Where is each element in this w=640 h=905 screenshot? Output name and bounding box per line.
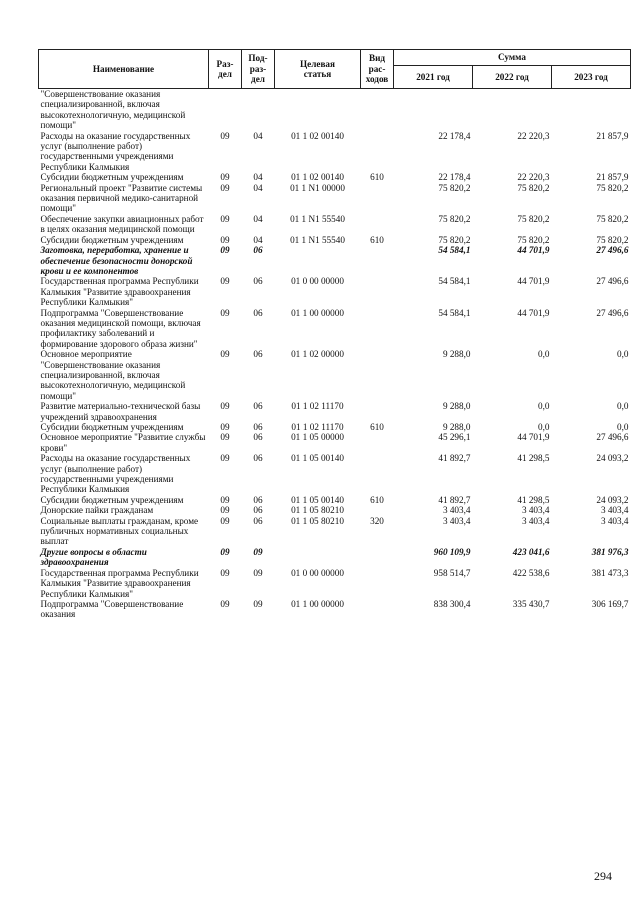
table-row — [39, 349, 631, 401]
row-celevaya-statya: 01 1 05 00000 — [291, 432, 344, 443]
row-name: Развитие материально-технической базы учреждений здравоохранения — [40, 401, 201, 422]
row-name: Основное мероприятие "Развитие службы крови" — [40, 432, 206, 453]
row-razdel — [209, 89, 242, 131]
row-celevaya-statya — [275, 547, 361, 568]
row-vid-rashodov — [361, 432, 394, 453]
row-podrazdel: 06 — [253, 276, 263, 287]
row-sum-2023: 27 496,6 — [596, 276, 629, 287]
row-podrazdel: 06 — [253, 307, 263, 318]
row-celevaya-statya: 01 1 02 00140 — [291, 172, 344, 183]
row-celevaya-statya — [275, 89, 361, 131]
row-celevaya-statya: 01 1 02 11170 — [291, 422, 344, 432]
row-name: Подпрограмма "Совершенствование оказания — [40, 598, 184, 620]
row-sum-2021: 22 178,4 — [438, 130, 471, 141]
row-sum-2022: 75 820,2 — [517, 234, 550, 245]
row-celevaya-statya: 01 1 N1 00000 — [290, 182, 345, 193]
row-sum-2021: 54 584,1 — [438, 245, 471, 256]
row-sum-2021: 22 178,4 — [438, 172, 471, 183]
row-sum-2022: 41 298,5 — [517, 494, 550, 505]
row-podrazdel: 04 — [253, 182, 263, 193]
table-row — [39, 568, 631, 599]
row-razdel: 09 — [220, 182, 230, 193]
col-header-2023: 2023 год — [552, 66, 631, 89]
row-sum-2022: 0,0 — [538, 349, 550, 360]
row-celevaya-statya: 01 1 02 00140 — [291, 130, 344, 141]
row-podrazdel: 09 — [253, 567, 263, 578]
row-razdel: 09 — [220, 172, 230, 183]
row-vid-rashodov — [361, 547, 394, 568]
table-row — [39, 183, 631, 214]
row-sum-2021: 958 514,7 — [433, 567, 471, 578]
row-podrazdel: 06 — [253, 349, 263, 360]
row-celevaya-statya: 01 0 00 00000 — [291, 276, 344, 287]
row-sum-2023 — [552, 89, 631, 131]
row-vid-rashodov — [361, 505, 394, 515]
row-name: Государственная программа Республики Калмыкия "Развитие здравоохранения Республики Калмыкия" — [40, 567, 199, 599]
row-vid-rashodov — [361, 89, 394, 131]
row-sum-2021: 75 820,2 — [438, 213, 471, 224]
table-row — [39, 89, 631, 131]
row-sum-2023: 75 820,2 — [596, 234, 629, 245]
col-header-2022: 2022 год — [473, 66, 552, 89]
row-podrazdel: 04 — [253, 130, 263, 141]
table-row — [39, 308, 631, 350]
row-sum-2021: 3 403,4 — [442, 515, 471, 526]
row-razdel: 09 — [220, 234, 230, 245]
row-celevaya-statya: 01 1 00 00000 — [291, 307, 344, 318]
row-podrazdel: 04 — [253, 172, 263, 183]
row-sum-2023: 3 403,4 — [600, 515, 629, 526]
row-sum-2021: 838 300,4 — [433, 598, 471, 609]
row-celevaya-statya: 01 1 05 80210 — [291, 505, 344, 516]
row-razdel: 09 — [220, 567, 230, 578]
row-razdel: 09 — [220, 432, 230, 443]
row-razdel: 09 — [220, 307, 230, 318]
col-header-celevaya-statya: Целевая статья — [275, 50, 361, 89]
row-razdel: 09 — [220, 494, 230, 505]
row-vid-rashodov — [361, 401, 394, 422]
row-podrazdel: 04 — [253, 213, 263, 224]
row-sum-2022: 22 220,3 — [517, 130, 550, 141]
row-sum-2022: 3 403,4 — [521, 505, 550, 516]
row-sum-2022: 75 820,2 — [517, 182, 550, 193]
row-vid-rashodov: 610 — [370, 172, 384, 183]
row-sum-2022: 335 430,7 — [512, 598, 550, 609]
row-podrazdel: 06 — [253, 245, 263, 256]
row-sum-2022: 0,0 — [538, 422, 550, 432]
row-sum-2023: 27 496,6 — [596, 432, 629, 443]
row-podrazdel: 04 — [253, 234, 263, 245]
row-sum-2021: 54 584,1 — [438, 276, 471, 287]
row-name: Расходы на оказание государственных услуг (выполнение работ) государственными учреждениями Республики Калмыкия — [40, 453, 191, 495]
row-sum-2022: 3 403,4 — [521, 515, 550, 526]
table-row — [39, 516, 631, 547]
row-sum-2023: 0,0 — [617, 401, 629, 412]
row-razdel: 09 — [220, 546, 230, 557]
row-sum-2023: 27 496,6 — [596, 245, 629, 256]
row-sum-2023: 21 857,9 — [596, 172, 629, 183]
row-razdel: 09 — [220, 598, 230, 609]
row-sum-2021: 3 403,4 — [442, 505, 471, 516]
row-podrazdel — [242, 89, 275, 131]
row-sum-2023: 381 976,3 — [591, 546, 629, 557]
row-vid-rashodov: 610 — [370, 494, 384, 505]
table-row — [39, 599, 631, 620]
row-celevaya-statya: 01 1 05 80210 — [291, 515, 344, 526]
row-vid-rashodov — [361, 308, 394, 350]
row-sum-2022: 41 298,5 — [517, 453, 550, 464]
row-sum-2021: 75 820,2 — [438, 182, 471, 193]
row-sum-2021: 960 109,9 — [433, 546, 471, 557]
row-name: Социальные выплаты гражданам, кроме публичных нормативных социальных выплат — [40, 515, 199, 547]
row-name: Донорские пайки гражданам — [40, 505, 154, 516]
row-sum-2021: 54 584,1 — [438, 307, 471, 318]
row-vid-rashodov: 320 — [370, 515, 384, 526]
row-sum-2022: 44 701,9 — [517, 276, 550, 287]
row-sum-2023: 381 473,3 — [591, 567, 629, 578]
row-sum-2023: 75 820,2 — [596, 213, 629, 224]
row-sum-2023: 24 093,2 — [596, 453, 629, 464]
table-header — [39, 50, 631, 89]
row-celevaya-statya: 01 1 05 00140 — [291, 453, 344, 464]
row-name: Субсидии бюджетным учреждениям — [40, 234, 184, 245]
row-celevaya-statya — [275, 245, 361, 276]
table-row — [39, 401, 631, 422]
row-razdel: 09 — [220, 401, 230, 412]
row-vid-rashodov — [361, 349, 394, 401]
table-row — [39, 422, 631, 432]
row-celevaya-statya: 01 1 00 00000 — [291, 598, 344, 609]
row-sum-2023: 3 403,4 — [600, 505, 629, 516]
row-sum-2023: 27 496,6 — [596, 307, 629, 318]
col-header-razdel: Раз- дел — [209, 50, 242, 89]
row-vid-rashodov — [361, 599, 394, 620]
row-razdel: 09 — [220, 505, 230, 516]
row-name: Заготовка, переработка, хранение и обеспечение безопасности донорской крови и ее компонентов — [40, 245, 193, 276]
row-vid-rashodov — [361, 214, 394, 235]
row-sum-2023: 21 857,9 — [596, 130, 629, 141]
row-razdel: 09 — [220, 130, 230, 141]
row-sum-2022: 422 538,6 — [512, 567, 550, 578]
budget-table — [38, 49, 631, 620]
row-podrazdel: 06 — [253, 494, 263, 505]
row-sum-2021: 9 288,0 — [442, 422, 471, 432]
row-razdel: 09 — [220, 515, 230, 526]
row-vid-rashodov: 610 — [370, 422, 384, 432]
row-razdel: 09 — [220, 245, 230, 256]
row-razdel: 09 — [220, 276, 230, 287]
row-celevaya-statya: 01 1 05 00140 — [291, 494, 344, 505]
row-razdel: 09 — [220, 349, 230, 360]
row-podrazdel: 09 — [253, 546, 263, 557]
row-sum-2023: 75 820,2 — [596, 182, 629, 193]
row-name: "Совершенствование оказания специализированной, включая высокотехнологичную, медицинской помощи" — [40, 89, 186, 131]
row-vid-rashodov — [361, 245, 394, 276]
row-podrazdel: 06 — [253, 453, 263, 464]
table-row — [39, 172, 631, 182]
table-row — [39, 131, 631, 173]
row-name: Обеспечение закупки авиационных работ в целях оказания медицинской помощи — [40, 213, 204, 235]
table-body — [39, 89, 631, 620]
row-sum-2022: 0,0 — [538, 401, 550, 412]
row-name: Субсидии бюджетным учреждениям — [40, 172, 184, 183]
row-name: Государственная программа Республики Калмыкия "Развитие здравоохранения Республики Калмыкия" — [40, 276, 199, 308]
table-row — [39, 214, 631, 235]
row-celevaya-statya: 01 1 02 11170 — [291, 401, 344, 412]
row-sum-2021: 45 296,1 — [438, 432, 471, 443]
row-podrazdel: 09 — [253, 598, 263, 609]
row-vid-rashodov — [361, 568, 394, 599]
row-sum-2021: 9 288,0 — [442, 401, 471, 412]
row-sum-2022: 44 701,9 — [517, 245, 550, 256]
table-row — [39, 432, 631, 453]
row-sum-2022: 22 220,3 — [517, 172, 550, 183]
page-number: 294 — [594, 869, 612, 883]
row-sum-2021 — [394, 89, 473, 131]
row-podrazdel: 06 — [253, 432, 263, 443]
row-razdel: 09 — [220, 453, 230, 464]
row-name: Другие вопросы в области здравоохранения — [40, 546, 147, 568]
row-name: Субсидии бюджетным учреждениям — [40, 494, 184, 505]
row-sum-2021: 75 820,2 — [438, 234, 471, 245]
row-vid-rashodov — [361, 183, 394, 214]
table-row — [39, 235, 631, 245]
row-celevaya-statya: 01 1 N1 55540 — [290, 234, 345, 245]
col-header-name: Наименование — [39, 50, 209, 89]
row-podrazdel: 06 — [253, 401, 263, 412]
row-sum-2022: 44 701,9 — [517, 432, 550, 443]
row-celevaya-statya: 01 1 N1 55540 — [290, 213, 345, 224]
budget-document — [38, 49, 630, 620]
row-sum-2022 — [473, 89, 552, 131]
row-vid-rashodov — [361, 453, 394, 495]
row-podrazdel: 06 — [253, 422, 263, 432]
table-row — [39, 276, 631, 307]
row-name: Субсидии бюджетным учреждениям — [40, 422, 184, 432]
row-sum-2023: 24 093,2 — [596, 494, 629, 505]
row-sum-2022: 423 041,6 — [512, 546, 550, 557]
table-row — [39, 245, 631, 276]
row-name: Подпрограмма "Совершенствование оказания медицинской помощи, включая профилактику заболеваний и формирование здорового образа жизни" — [40, 307, 201, 349]
col-header-podrazdel: Под- раз- дел — [242, 50, 275, 89]
row-vid-rashodov: 610 — [370, 234, 384, 245]
row-vid-rashodov — [361, 276, 394, 307]
row-podrazdel: 06 — [253, 515, 263, 526]
table-row — [39, 453, 631, 495]
row-vid-rashodov — [361, 131, 394, 173]
row-name: Региональный проект "Развитие системы оказания первичной медико-санитарной помощи" — [40, 182, 203, 214]
table-row — [39, 495, 631, 505]
col-header-2021: 2021 год — [394, 66, 473, 89]
col-header-summa: Сумма — [394, 50, 631, 66]
row-name: Основное мероприятие "Совершенствование оказания специализированной, включая высокотехнологичную, медицинской помощи" — [40, 349, 186, 401]
row-sum-2021: 9 288,0 — [442, 349, 471, 360]
table-row — [39, 547, 631, 568]
row-sum-2022: 44 701,9 — [517, 307, 550, 318]
col-header-vid-rashodov: Вид рас- ходов — [361, 50, 394, 89]
row-sum-2023: 0,0 — [617, 349, 629, 360]
row-sum-2023: 0,0 — [617, 422, 629, 432]
row-sum-2021: 41 892,7 — [438, 494, 471, 505]
row-name: Расходы на оказание государственных услуг (выполнение работ) государственными учреждениями Республики Калмыкия — [40, 130, 191, 172]
row-celevaya-statya: 01 0 00 00000 — [291, 567, 344, 578]
row-sum-2021: 41 892,7 — [438, 453, 471, 464]
row-razdel: 09 — [220, 422, 230, 432]
table-row — [39, 505, 631, 515]
row-sum-2023: 306 169,7 — [591, 598, 629, 609]
row-razdel: 09 — [220, 213, 230, 224]
row-celevaya-statya: 01 1 02 00000 — [291, 349, 344, 360]
row-podrazdel: 06 — [253, 505, 263, 516]
row-sum-2022: 75 820,2 — [517, 213, 550, 224]
